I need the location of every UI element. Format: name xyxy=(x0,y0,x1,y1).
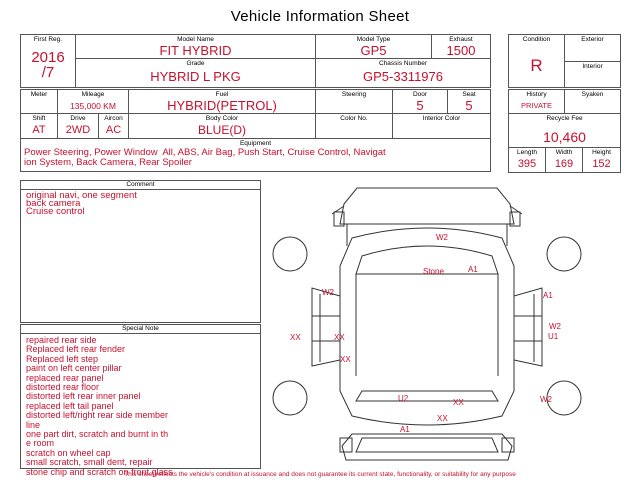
body-color-label: Body Color xyxy=(205,115,239,122)
chassis-number-value: GP5-3311976 xyxy=(363,69,443,84)
mark-rear-u2: U2 xyxy=(398,394,409,403)
mark-right-a1: A1 xyxy=(543,291,553,300)
special-note-text: repaired rear side Replaced left rear fender Replaced left step paint on left center pillar replaced rear panel distorted rear floor distorted left rear inner panel replaced left tail panel distorted left/right rear side member line one part dirt, scratch and burnt in th e room scratch on wheel cap small scratch, small dent, repair stone chip and scratch on front glass xyxy=(26,335,173,477)
syaken-cell xyxy=(564,89,621,114)
shift-label: Shift xyxy=(32,115,46,122)
condition-label: Condition xyxy=(522,36,551,43)
door-label: Door xyxy=(412,91,428,98)
mark-rear-a1: A1 xyxy=(400,425,410,434)
aircon-label: Aircon xyxy=(104,115,123,122)
mark-rear-xx-1: XX xyxy=(453,398,464,407)
mark-hood-a1: A1 xyxy=(468,265,478,274)
mileage-label: Mileage xyxy=(81,91,105,98)
width-value: 169 xyxy=(554,158,574,170)
body-color-value: BLUE(D) xyxy=(197,123,246,137)
mark-front-w2: W2 xyxy=(436,233,448,242)
fuel-cell xyxy=(128,89,316,114)
mark-right-u1: U1 xyxy=(548,332,559,341)
body-outline xyxy=(312,228,542,425)
exterior-cell xyxy=(564,34,621,62)
model-name-value: FIT HYBRID xyxy=(159,43,232,58)
grade-value: HYBRID L PKG xyxy=(150,69,241,84)
meter-label: Meter xyxy=(30,91,48,98)
special-note-label: Special Note xyxy=(21,325,260,334)
wheel-rear-right-icon xyxy=(547,381,581,415)
mark-stone: Stone xyxy=(423,267,444,276)
shift-cell xyxy=(20,113,58,139)
equipment-cell xyxy=(20,138,491,172)
syaken-label: Syaken xyxy=(581,91,604,98)
fuel-label: Fuel xyxy=(215,91,229,98)
chassis-number-label: Chassis Number xyxy=(378,60,428,67)
comment-label: Comment xyxy=(21,181,260,190)
wheel-rear-left-icon xyxy=(273,381,307,415)
condition-value: R xyxy=(530,56,543,75)
interior-cell xyxy=(564,61,621,88)
exhaust-value: 1500 xyxy=(446,43,476,58)
rear-view-outline xyxy=(340,434,514,460)
wheel-front-right-icon xyxy=(547,237,581,271)
length-value: 395 xyxy=(517,158,537,170)
drive-cell xyxy=(57,113,99,139)
front-view-outline xyxy=(332,188,522,246)
special-note-box xyxy=(20,324,261,477)
drive-label: Drive xyxy=(70,115,86,122)
recycle-fee-value: 10,460 xyxy=(543,129,586,145)
seat-label: Seat xyxy=(462,91,476,98)
interior-color-cell xyxy=(392,113,491,139)
width-label: Width xyxy=(555,149,573,156)
aircon-cell xyxy=(98,113,129,139)
aircon-value: AC xyxy=(105,124,122,136)
exhaust-cell xyxy=(431,34,491,59)
model-name-cell xyxy=(75,34,316,59)
sheet-title: Vehicle Information Sheet xyxy=(230,8,410,25)
model-type-value: GP5 xyxy=(360,43,387,58)
history-label: History xyxy=(526,91,547,98)
mark-right-lower-w2: W2 xyxy=(540,395,552,404)
mark-xx-left-edge: XX xyxy=(290,333,301,342)
steering-label: Steering xyxy=(341,91,367,98)
first-reg-label: First Reg. xyxy=(33,36,63,43)
car-damage-diagram xyxy=(262,176,592,470)
body-color-cell xyxy=(128,113,316,139)
model-name-label: Model Name xyxy=(177,36,214,43)
height-cell xyxy=(582,147,621,173)
steering-cell xyxy=(315,89,393,114)
equipment-label: Equipment xyxy=(239,140,272,147)
model-type-cell xyxy=(315,34,432,59)
mark-left-w2: W2 xyxy=(322,288,334,297)
recycle-fee-label: Recycle Fee xyxy=(546,115,583,122)
exhaust-label: Exhaust xyxy=(449,36,473,43)
door-value: 5 xyxy=(416,98,424,113)
color-no-label: Color No. xyxy=(340,115,368,122)
length-cell xyxy=(508,147,546,173)
first-reg-value: 2016 /7 xyxy=(31,49,65,81)
chassis-number-cell xyxy=(315,58,491,88)
seat-value: 5 xyxy=(465,98,473,113)
height-label: Height xyxy=(592,149,611,156)
length-label: Length xyxy=(517,149,537,156)
seat-cell xyxy=(447,89,491,114)
disclaimer-footer: This sheet reflects the vehicle's condition at issuance and does not guarantee its current state, functionality, or suitability for any purpose xyxy=(124,471,516,478)
color-no-cell xyxy=(315,113,393,139)
drive-value: 2WD xyxy=(65,124,91,136)
door-cell xyxy=(392,89,448,114)
mark-rear-xx-2: XX xyxy=(437,414,448,423)
comment-text: original navi, one segment back camera Cruise control xyxy=(26,190,137,217)
comment-box xyxy=(20,180,261,323)
mileage-cell xyxy=(57,89,129,114)
equipment-text: Power Steering, Power Window All, ABS, Air Bag, Push Start, Cruise Control, Navigat ion System, Back Camera, Rear Spoiler xyxy=(24,147,386,168)
mileage-value: 135,000 KM xyxy=(70,101,116,111)
history-cell xyxy=(508,89,565,114)
grade-cell xyxy=(75,58,316,88)
interior-label: Interior xyxy=(582,63,603,70)
history-value: PRIVATE xyxy=(521,101,552,110)
model-type-label: Model Type xyxy=(356,36,391,43)
condition-cell xyxy=(508,34,565,88)
mark-right-w2: W2 xyxy=(549,322,561,331)
exterior-label: Exterior xyxy=(581,36,604,43)
fuel-value: HYBRID(PETROL) xyxy=(167,98,277,113)
mark-xx-left-pillar: XX xyxy=(334,333,345,342)
wheel-front-left-icon xyxy=(273,237,307,271)
meter-cell xyxy=(20,89,58,114)
grade-label: Grade xyxy=(186,60,205,67)
mark-xx-left-step: XX xyxy=(340,355,351,364)
width-cell xyxy=(545,147,583,173)
shift-value: AT xyxy=(32,124,46,136)
height-value: 152 xyxy=(592,158,611,170)
interior-color-label: Interior Color xyxy=(422,115,461,122)
recycle-fee-cell xyxy=(508,113,621,148)
first-reg-cell xyxy=(20,34,76,88)
